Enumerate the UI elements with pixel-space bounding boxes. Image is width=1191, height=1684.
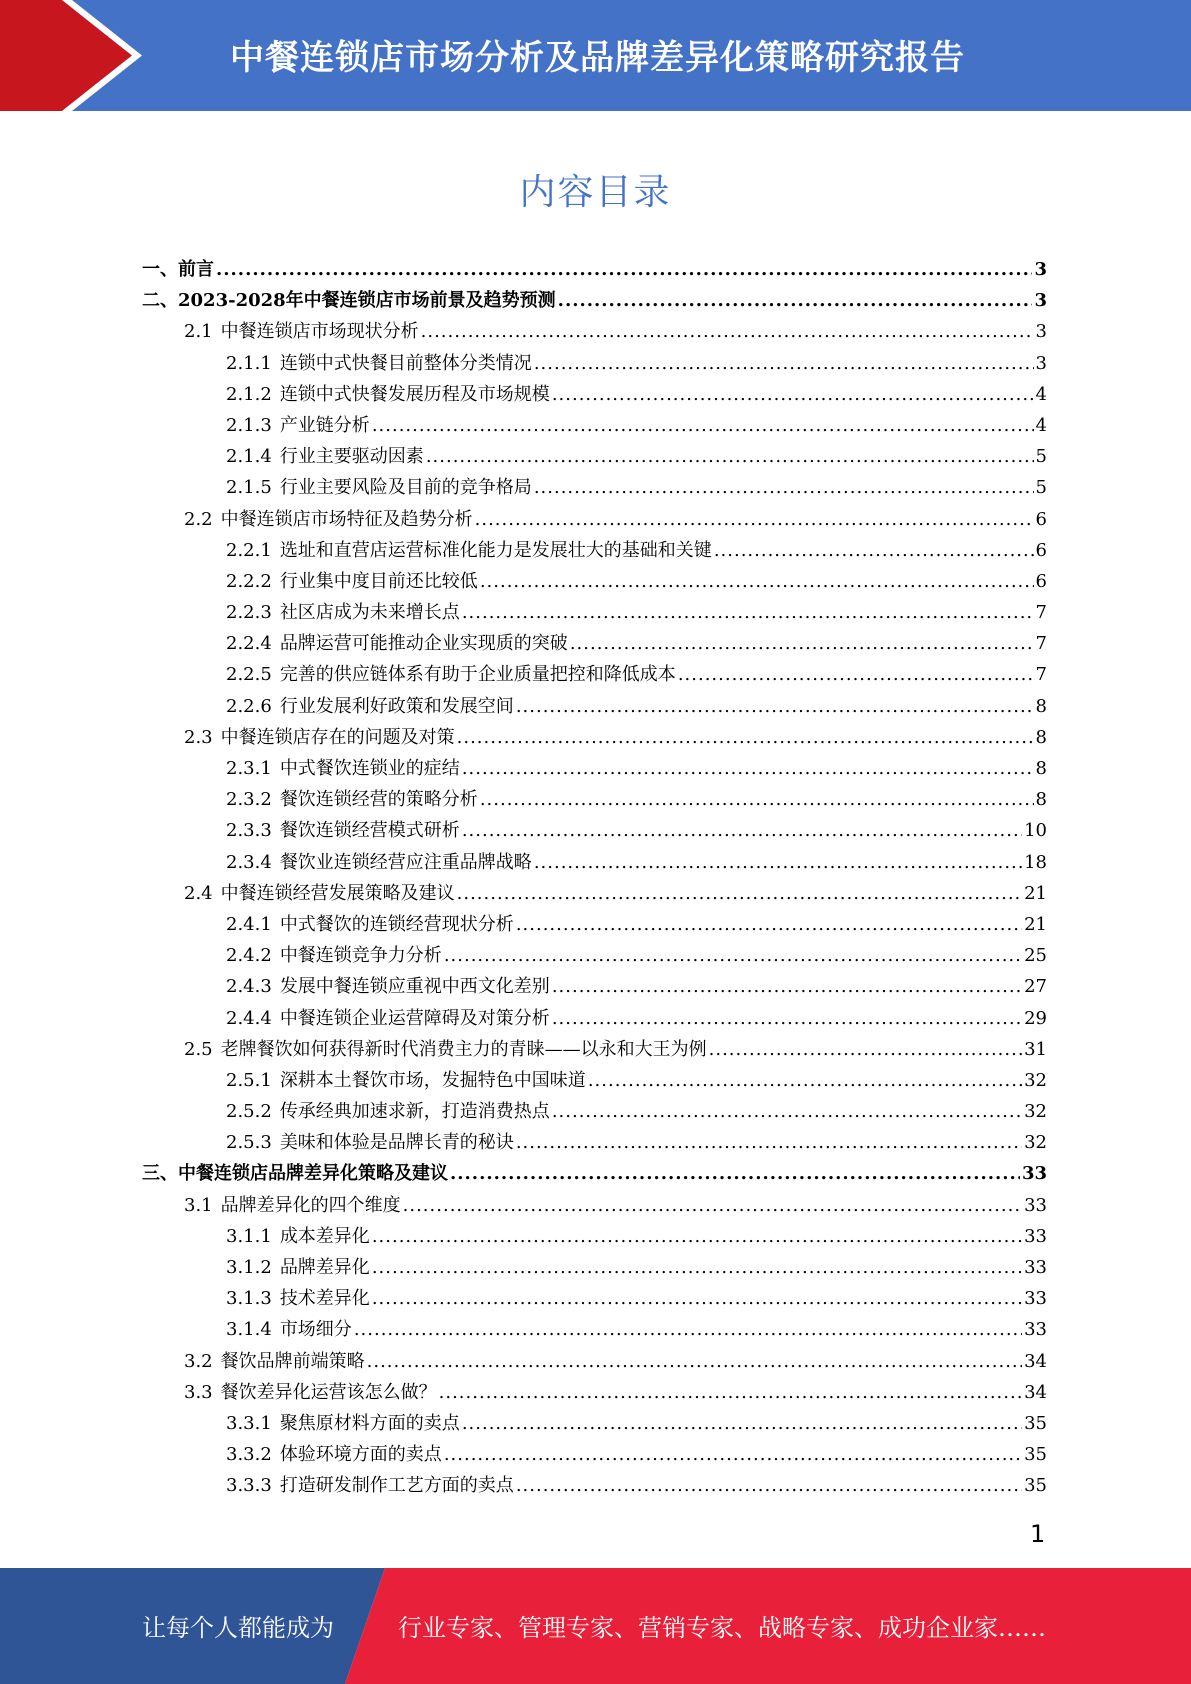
toc-entry-title: 2023-2028年中餐连锁店市场前景及趋势预测: [178, 290, 556, 312]
footer-band: [0, 1568, 1191, 1684]
toc-entry-title: 品牌运营可能推动企业实现质的突破: [279, 633, 568, 655]
toc-entry-number: 3.1.4: [226, 1319, 272, 1341]
toc-dot-leader: [480, 784, 1034, 815]
toc-entry-number: 2.2.2: [226, 570, 272, 592]
toc-entry-number: 2.1.5: [226, 477, 272, 499]
toc-entry-number: 3.1.1: [226, 1225, 272, 1247]
toc-entry-number: 2.5.1: [226, 1069, 272, 1091]
toc-entry[interactable]: [142, 971, 1047, 1002]
toc-entry[interactable]: [142, 1314, 1047, 1345]
toc-entry[interactable]: [142, 847, 1047, 878]
toc-dot-leader: [216, 254, 1032, 285]
toc-entry-title: 成本差异化: [279, 1225, 370, 1247]
toc-entry-page: 32: [1024, 1069, 1047, 1091]
toc-entry[interactable]: [142, 316, 1047, 347]
toc-entry-number: 2.3.2: [226, 789, 272, 811]
toc-entry-number: 2.3: [184, 726, 213, 748]
toc-entry-title: 中餐连锁店市场现状分析: [220, 321, 419, 343]
toc-entry[interactable]: [142, 566, 1047, 597]
toc-entry-title: 深耕本土餐饮市场，发掘特色中国味道: [279, 1069, 586, 1091]
toc-entry[interactable]: [142, 815, 1047, 846]
toc-dot-leader: [516, 909, 1022, 940]
toc-entry-page: 29: [1024, 1007, 1047, 1029]
toc-entry-title: 社区店成为未来增长点: [279, 602, 460, 624]
toc-dot-leader: [588, 1065, 1022, 1096]
toc-entry-title: 中餐连锁店品牌差异化策略及建议: [178, 1163, 448, 1185]
toc-entry-number: 2.4.2: [226, 945, 272, 967]
toc-entry-number: 2.5.3: [226, 1132, 272, 1154]
toc-entry-number: 二、: [142, 290, 178, 312]
toc-entry-title: 行业主要风险及目前的竞争格局: [279, 477, 532, 499]
toc-dot-leader: [552, 1096, 1022, 1127]
toc-entry-page: 3: [1035, 321, 1047, 343]
toc-entry-page: 6: [1035, 570, 1047, 592]
toc-entry-page: 8: [1035, 726, 1047, 748]
toc-entry-page: 8: [1035, 789, 1047, 811]
toc-entry[interactable]: [142, 1283, 1047, 1314]
toc-entry-page: 34: [1024, 1381, 1047, 1403]
toc-entry-number: 2.5: [184, 1038, 213, 1060]
toc-entry-page: 34: [1024, 1350, 1047, 1372]
toc-entry-title: 完善的供应链体系有助于企业质量把控和降低成本: [279, 664, 676, 686]
toc-entry[interactable]: [142, 379, 1047, 410]
toc-dot-leader: [372, 1283, 1022, 1314]
toc-entry-title: 中式餐饮的连锁经营现状分析: [279, 913, 514, 935]
toc-entry-title: 美味和体验是品牌长青的秘诀: [279, 1132, 514, 1154]
toc-entry-title: 中式餐饮连锁业的症结: [279, 758, 460, 779]
toc-entry[interactable]: [142, 1439, 1047, 1470]
toc-entry[interactable]: [142, 348, 1047, 379]
footer-slogan-left: 让每个人都能成为: [142, 1614, 334, 1642]
toc-entry-page: 4: [1035, 383, 1047, 405]
toc-entry-number: 2.2.1: [226, 539, 272, 561]
toc-entry[interactable]: [142, 691, 1047, 722]
toc-dot-leader: [475, 504, 1034, 535]
toc-entry-title: 前言: [178, 259, 214, 280]
toc-entry-number: 3.3.2: [226, 1444, 272, 1466]
toc-entry-number: 2.4.1: [226, 913, 272, 935]
toc-entry-title: 老牌餐饮如何获得新时代消费主力的青睐——以永和大王为例: [220, 1038, 707, 1060]
toc-dot-leader: [450, 1158, 1020, 1189]
toc-entry-title: 连锁中式快餐目前整体分类情况: [279, 352, 532, 374]
toc-entry[interactable]: [142, 1158, 1047, 1189]
toc-entry-title: 聚焦原材料方面的卖点: [279, 1412, 460, 1434]
toc-entry-page: 21: [1024, 913, 1047, 935]
toc-entry-number: 2.4.4: [226, 1007, 272, 1029]
toc-entry-number: 2.2.5: [226, 664, 272, 686]
toc-dot-leader: [714, 535, 1034, 566]
toc-entry[interactable]: [142, 1003, 1047, 1034]
toc-entry-page: 5: [1035, 477, 1047, 499]
toc-dot-leader: [516, 691, 1034, 722]
toc-entry[interactable]: [142, 722, 1047, 753]
toc-entry-number: 3.3: [184, 1381, 213, 1403]
toc-entry[interactable]: [142, 878, 1047, 909]
toc-dot-leader: [552, 971, 1022, 1002]
toc-entry-page: 27: [1024, 976, 1047, 998]
toc-dot-leader: [678, 659, 1034, 690]
toc-dot-leader: [552, 379, 1034, 410]
toc-entry-number: 2.1.4: [226, 446, 272, 468]
chevron-arrow-icon: [0, 0, 160, 111]
toc-entry-page: 7: [1035, 664, 1047, 686]
toc-entry-number: 2.5.2: [226, 1101, 272, 1123]
toc-entry-page: 35: [1024, 1444, 1047, 1466]
toc-entry-title: 中餐连锁企业运营障碍及对策分析: [279, 1007, 550, 1029]
toc-entry[interactable]: [142, 909, 1047, 940]
toc-dot-leader: [372, 1252, 1022, 1283]
toc-dot-leader: [570, 628, 1034, 659]
toc-entry[interactable]: [142, 1221, 1047, 1252]
toc-dot-leader: [444, 1439, 1022, 1470]
toc-entry[interactable]: [142, 285, 1047, 316]
toc-entry[interactable]: [142, 441, 1047, 472]
toc-heading: 内容目录: [519, 172, 672, 213]
toc-entry-number: 2.2.3: [226, 602, 272, 624]
toc-entry-title: 餐饮连锁经营的策略分析: [279, 789, 478, 811]
toc-entry-number: 3.3.3: [226, 1475, 272, 1497]
toc-entry-number: 2.1.3: [226, 414, 272, 436]
toc-entry-title: 选址和直营店运营标准化能力是发展壮大的基础和关键: [279, 539, 712, 561]
toc-entry[interactable]: [142, 1408, 1047, 1439]
toc-entry-page: 33: [1024, 1288, 1047, 1310]
toc-entry[interactable]: [142, 597, 1047, 628]
toc-entry-number: 2.4.3: [226, 976, 272, 998]
toc-entry-page: 4: [1035, 414, 1047, 436]
toc-dot-leader: [462, 597, 1034, 628]
toc-dot-leader: [421, 316, 1034, 347]
report-title: 中餐连锁店市场分析及品牌差异化策略研究报告: [230, 38, 965, 78]
toc-dot-leader: [462, 815, 1022, 846]
toc-entry-page: 35: [1024, 1412, 1047, 1434]
page-number: 1: [1030, 1520, 1046, 1548]
toc-entry[interactable]: [142, 659, 1047, 690]
toc-entry-number: 一、: [142, 259, 178, 280]
toc-entry-title: 餐饮差异化运营该怎么做？: [220, 1381, 437, 1403]
toc-entry[interactable]: [142, 1127, 1047, 1158]
toc-entry-number: 3.1: [184, 1194, 213, 1216]
toc-entry-title: 品牌差异化: [279, 1257, 370, 1278]
toc-entry-page: 31: [1024, 1038, 1047, 1060]
toc-entry[interactable]: [142, 784, 1047, 815]
toc-dot-leader: [372, 410, 1034, 441]
toc-entry-title: 发展中餐连锁应重视中西文化差别: [279, 976, 550, 998]
toc-entry[interactable]: [142, 940, 1047, 971]
toc-entry-title: 行业集中度目前还比较低: [279, 570, 478, 592]
toc-entry-page: 32: [1024, 1132, 1047, 1154]
toc-entry[interactable]: [142, 472, 1047, 503]
toc-entry-title: 市场细分: [279, 1319, 352, 1341]
toc-dot-leader: [534, 472, 1034, 503]
toc-entry-page: 21: [1024, 882, 1047, 904]
toc-entry-title: 连锁中式快餐发展历程及市场规模: [279, 383, 550, 405]
toc-entry-title: 中餐连锁竞争力分析: [279, 945, 442, 967]
toc-entry-title: 产业链分析: [279, 414, 370, 436]
toc-entry[interactable]: [142, 1065, 1047, 1096]
toc-entry-number: 2.2: [184, 508, 213, 530]
toc-dot-leader: [457, 722, 1034, 753]
toc-dot-leader: [534, 348, 1034, 379]
toc-dot-leader: [426, 441, 1034, 472]
toc-dot-leader: [480, 566, 1034, 597]
toc-entry-number: 2.3.3: [226, 820, 272, 842]
toc-entry[interactable]: [142, 1034, 1047, 1065]
toc-entry-title: 中餐连锁经营发展策略及建议: [220, 882, 455, 904]
toc-entry-page: 8: [1035, 695, 1047, 717]
toc-entry-page: 6: [1035, 508, 1047, 530]
toc-entry-page: 33: [1024, 1225, 1047, 1247]
toc-entry[interactable]: [142, 628, 1047, 659]
toc-dot-leader: [439, 1377, 1022, 1408]
toc-entry-number: 3.1.3: [226, 1288, 272, 1310]
toc-entry-page: 3: [1034, 290, 1047, 312]
toc-entry-page: 8: [1035, 758, 1047, 779]
toc-entry[interactable]: [142, 1190, 1047, 1221]
toc-dot-leader: [709, 1034, 1022, 1065]
toc-entry[interactable]: [142, 254, 1047, 285]
toc-entry-number: 2.2.6: [226, 695, 272, 717]
toc-entry[interactable]: [142, 1096, 1047, 1127]
footer-slogan-right: 行业专家、管理专家、营销专家、战略专家、成功企业家……: [398, 1614, 1046, 1642]
toc-entry-number: 3.1.2: [226, 1257, 272, 1278]
toc-entry-page: 35: [1024, 1475, 1047, 1497]
toc-entry-number: 3.2: [184, 1350, 213, 1372]
toc-entry[interactable]: [142, 1346, 1047, 1377]
toc-entry-title: 行业发展利好政策和发展空间: [279, 695, 514, 717]
toc-entry-page: 33: [1024, 1194, 1047, 1216]
toc-entry-page: 33: [1024, 1319, 1047, 1341]
toc-entry-title: 品牌差异化的四个维度: [220, 1194, 401, 1216]
toc-dot-leader: [534, 847, 1022, 878]
toc-entry-title: 传承经典加速求新，打造消费热点: [279, 1101, 550, 1123]
toc-dot-leader: [354, 1314, 1022, 1345]
toc-dot-leader: [462, 753, 1034, 784]
header-band: [0, 0, 1191, 111]
toc-entry-page: 3: [1035, 352, 1047, 374]
toc-entry-title: 餐饮品牌前端策略: [220, 1350, 365, 1372]
toc-entry-title: 行业主要驱动因素: [279, 446, 424, 468]
toc-dot-leader: [372, 1221, 1022, 1252]
toc-entry-page: 10: [1024, 820, 1047, 842]
toc-dot-leader: [462, 1408, 1022, 1439]
toc-entry-number: 2.3.4: [226, 851, 272, 873]
toc-entry[interactable]: [142, 1377, 1047, 1408]
toc-entry-page: 7: [1035, 602, 1047, 624]
toc-dot-leader: [444, 940, 1022, 971]
toc-entry-page: 7: [1035, 633, 1047, 655]
toc-entry-title: 餐饮业连锁经营应注重品牌战略: [279, 851, 532, 873]
toc-entry-title: 中餐连锁店市场特征及趋势分析: [220, 508, 473, 530]
toc-entry-page: 5: [1035, 446, 1047, 468]
toc-dot-leader: [516, 1127, 1022, 1158]
toc-entry[interactable]: [142, 1252, 1047, 1283]
toc-entry-page: 25: [1024, 945, 1047, 967]
toc-entry-page: 6: [1035, 539, 1047, 561]
table-of-contents: [142, 254, 1047, 1502]
toc-entry-page: 33: [1024, 1257, 1047, 1278]
toc-entry-number: 2.1: [184, 321, 213, 343]
toc-entry-number: 2.3.1: [226, 758, 272, 779]
toc-entry-number: 3.3.1: [226, 1412, 272, 1434]
toc-entry-number: 2.4: [184, 882, 213, 904]
toc-entry[interactable]: [142, 1470, 1047, 1501]
toc-entry[interactable]: [142, 410, 1047, 441]
toc-entry-title: 技术差异化: [279, 1288, 370, 1310]
toc-entry-page: 32: [1024, 1101, 1047, 1123]
toc-dot-leader: [558, 285, 1033, 316]
toc-dot-leader: [516, 1470, 1022, 1501]
toc-entry-number: 2.1.2: [226, 383, 272, 405]
toc-entry-title: 中餐连锁店存在的问题及对策: [220, 726, 455, 748]
toc-entry-title: 餐饮连锁经营模式研析: [279, 820, 460, 842]
toc-entry-page: 3: [1034, 259, 1047, 280]
toc-dot-leader: [457, 878, 1022, 909]
toc-entry-page: 33: [1021, 1163, 1047, 1185]
toc-entry[interactable]: [142, 504, 1047, 535]
toc-entry-title: 打造研发制作工艺方面的卖点: [279, 1475, 514, 1497]
toc-dot-leader: [367, 1346, 1022, 1377]
toc-entry-page: 18: [1024, 851, 1047, 873]
toc-entry-number: 三、: [142, 1163, 178, 1185]
toc-entry-number: 2.2.4: [226, 633, 272, 655]
toc-dot-leader: [403, 1190, 1022, 1221]
toc-entry[interactable]: [142, 535, 1047, 566]
toc-entry[interactable]: [142, 753, 1047, 784]
toc-entry-title: 体验环境方面的卖点: [279, 1444, 442, 1466]
toc-dot-leader: [552, 1003, 1022, 1034]
toc-entry-number: 2.1.1: [226, 352, 272, 374]
